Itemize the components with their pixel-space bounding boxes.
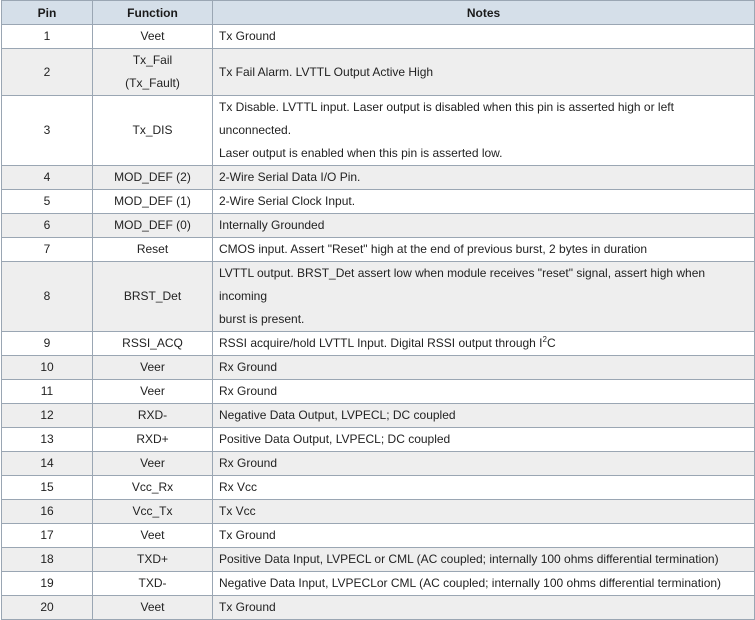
function-line: Tx_Fail — [132, 53, 173, 67]
pin-function — [93, 262, 213, 332]
pin-number: 4 — [2, 166, 93, 190]
pin-function — [93, 166, 213, 190]
pin-number: 9 — [2, 332, 93, 356]
notes-line: Tx Ground — [219, 29, 276, 43]
pin-function — [93, 332, 213, 356]
pin-notes — [213, 166, 755, 190]
pin-notes — [213, 596, 755, 620]
function-line: Veet — [140, 528, 165, 542]
pin-number: 16 — [2, 500, 93, 524]
pin-function — [93, 428, 213, 452]
pin-notes — [213, 190, 755, 214]
pin-notes — [213, 25, 755, 49]
function-line: MOD_DEF (2) — [114, 170, 191, 184]
table-row — [2, 166, 755, 190]
table-row — [2, 25, 755, 49]
function-line: Reset — [136, 242, 169, 256]
table-header-row — [2, 1, 755, 25]
pin-table — [1, 0, 755, 620]
table-row — [2, 572, 755, 596]
function-line: Veer — [140, 384, 165, 398]
pin-notes — [213, 356, 755, 380]
pin-notes — [213, 476, 755, 500]
table-row — [2, 356, 755, 380]
notes-line: Tx Disable. LVTTL input. Laser output is disabled when this pin is asserted high or left unconnected. — [219, 100, 674, 137]
pin-function — [93, 380, 213, 404]
notes-line: Tx Vcc — [219, 504, 256, 518]
header-pin: Pin — [2, 1, 93, 25]
pin-number: 14 — [2, 452, 93, 476]
table-body — [2, 25, 755, 620]
pin-notes — [213, 428, 755, 452]
pin-notes — [213, 214, 755, 238]
pin-function — [93, 404, 213, 428]
function-line: MOD_DEF (0) — [114, 218, 191, 232]
table-row — [2, 332, 755, 356]
notes-line: burst is present. — [219, 312, 305, 326]
table-row — [2, 452, 755, 476]
pin-notes — [213, 332, 755, 356]
pin-number: 12 — [2, 404, 93, 428]
pin-number: 6 — [2, 214, 93, 238]
pin-function — [93, 500, 213, 524]
notes-line: LVTTL output. BRST_Det assert low when module receives "reset" signal, assert high when incoming — [219, 266, 706, 303]
function-line: BRST_Det — [123, 289, 182, 303]
function-line: Tx_DIS — [132, 123, 173, 137]
notes-line: Internally Grounded — [219, 218, 325, 232]
table-row — [2, 548, 755, 572]
table-row — [2, 214, 755, 238]
table-row — [2, 404, 755, 428]
pin-notes — [213, 572, 755, 596]
table-row — [2, 524, 755, 548]
pin-notes — [213, 452, 755, 476]
notes-line: Negative Data Output, LVPECL; DC coupled — [219, 408, 456, 422]
notes-superscript: 2 — [542, 335, 547, 344]
pin-notes — [213, 500, 755, 524]
function-line: TXD- — [138, 576, 167, 590]
table-row — [2, 476, 755, 500]
table-row — [2, 49, 755, 96]
pin-notes — [213, 524, 755, 548]
notes-line: Rx Ground — [219, 456, 278, 470]
pin-function — [93, 190, 213, 214]
table-row — [2, 96, 755, 166]
pin-number: 3 — [2, 96, 93, 166]
table-row — [2, 262, 755, 332]
notes-line: 2-Wire Serial Clock Input. — [219, 194, 356, 208]
notes-line: 2-Wire Serial Data I/O Pin. — [219, 170, 361, 184]
function-line: RXD+ — [136, 432, 169, 446]
header-function: Function — [93, 1, 213, 25]
pin-notes — [213, 548, 755, 572]
pin-function — [93, 476, 213, 500]
function-line: (Tx_Fault) — [125, 76, 180, 90]
pin-number: 8 — [2, 262, 93, 332]
pin-number: 7 — [2, 238, 93, 262]
pin-notes — [213, 262, 755, 332]
pin-function — [93, 548, 213, 572]
pin-number: 15 — [2, 476, 93, 500]
function-line: Veer — [140, 360, 165, 374]
pin-number: 17 — [2, 524, 93, 548]
pin-number: 20 — [2, 596, 93, 620]
notes-line: Rx Vcc — [219, 480, 258, 494]
pin-number: 13 — [2, 428, 93, 452]
function-line: Vcc_Rx — [131, 480, 174, 494]
table-row — [2, 380, 755, 404]
notes-line: Laser output is enabled when this pin is asserted low. — [219, 146, 503, 160]
notes-line: Positive Data Output, LVPECL; DC coupled — [219, 432, 451, 446]
notes-line: Tx Fail Alarm. LVTTL Output Active High — [219, 64, 434, 79]
function-line: Veer — [140, 456, 165, 470]
pin-notes — [213, 380, 755, 404]
pin-function — [93, 49, 213, 96]
pin-function — [93, 452, 213, 476]
notes-line: Negative Data Input, LVPECLor CML (AC coupled; internally 100 ohms differential termination) — [219, 576, 722, 590]
pin-number: 11 — [2, 380, 93, 404]
notes-line: Tx Ground — [219, 528, 276, 542]
function-line: Veet — [140, 29, 165, 43]
pin-notes — [213, 238, 755, 262]
pin-number: 1 — [2, 25, 93, 49]
function-line: MOD_DEF (1) — [114, 194, 191, 208]
function-line: TXD+ — [136, 552, 168, 566]
pin-number: 10 — [2, 356, 93, 380]
notes-text-tail: C — [546, 336, 556, 350]
pin-function — [93, 25, 213, 49]
pin-function — [93, 524, 213, 548]
function-line: RXD- — [137, 408, 168, 422]
pin-function — [93, 572, 213, 596]
pin-function — [93, 96, 213, 166]
table-row — [2, 190, 755, 214]
function-line: Vcc_Tx — [132, 504, 173, 518]
pin-notes — [213, 96, 755, 166]
pin-function — [93, 596, 213, 620]
pin-function — [93, 356, 213, 380]
notes-line: CMOS input. Assert "Reset" high at the end of previous burst, 2 bytes in duration — [219, 242, 648, 256]
function-line: Veet — [140, 600, 165, 614]
pin-notes — [213, 404, 755, 428]
notes-line: Rx Ground — [219, 360, 278, 374]
table-row — [2, 500, 755, 524]
table-row — [2, 596, 755, 620]
pin-function — [93, 214, 213, 238]
pin-notes — [213, 49, 755, 96]
function-line: RSSI_ACQ — [122, 336, 183, 350]
pin-function — [93, 238, 213, 262]
table-row — [2, 428, 755, 452]
pin-number: 18 — [2, 548, 93, 572]
pin-number: 19 — [2, 572, 93, 596]
table-row — [2, 238, 755, 262]
header-notes: Notes — [213, 1, 755, 25]
notes-line: Rx Ground — [219, 384, 278, 398]
notes-line: Positive Data Input, LVPECL or CML (AC coupled; internally 100 ohms differential termination) — [219, 552, 719, 566]
notes-text: RSSI acquire/hold LVTTL Input. Digital RSSI output through I — [219, 336, 543, 350]
pin-number: 5 — [2, 190, 93, 214]
notes-line: Tx Ground — [219, 600, 276, 614]
pin-number: 2 — [2, 49, 93, 96]
